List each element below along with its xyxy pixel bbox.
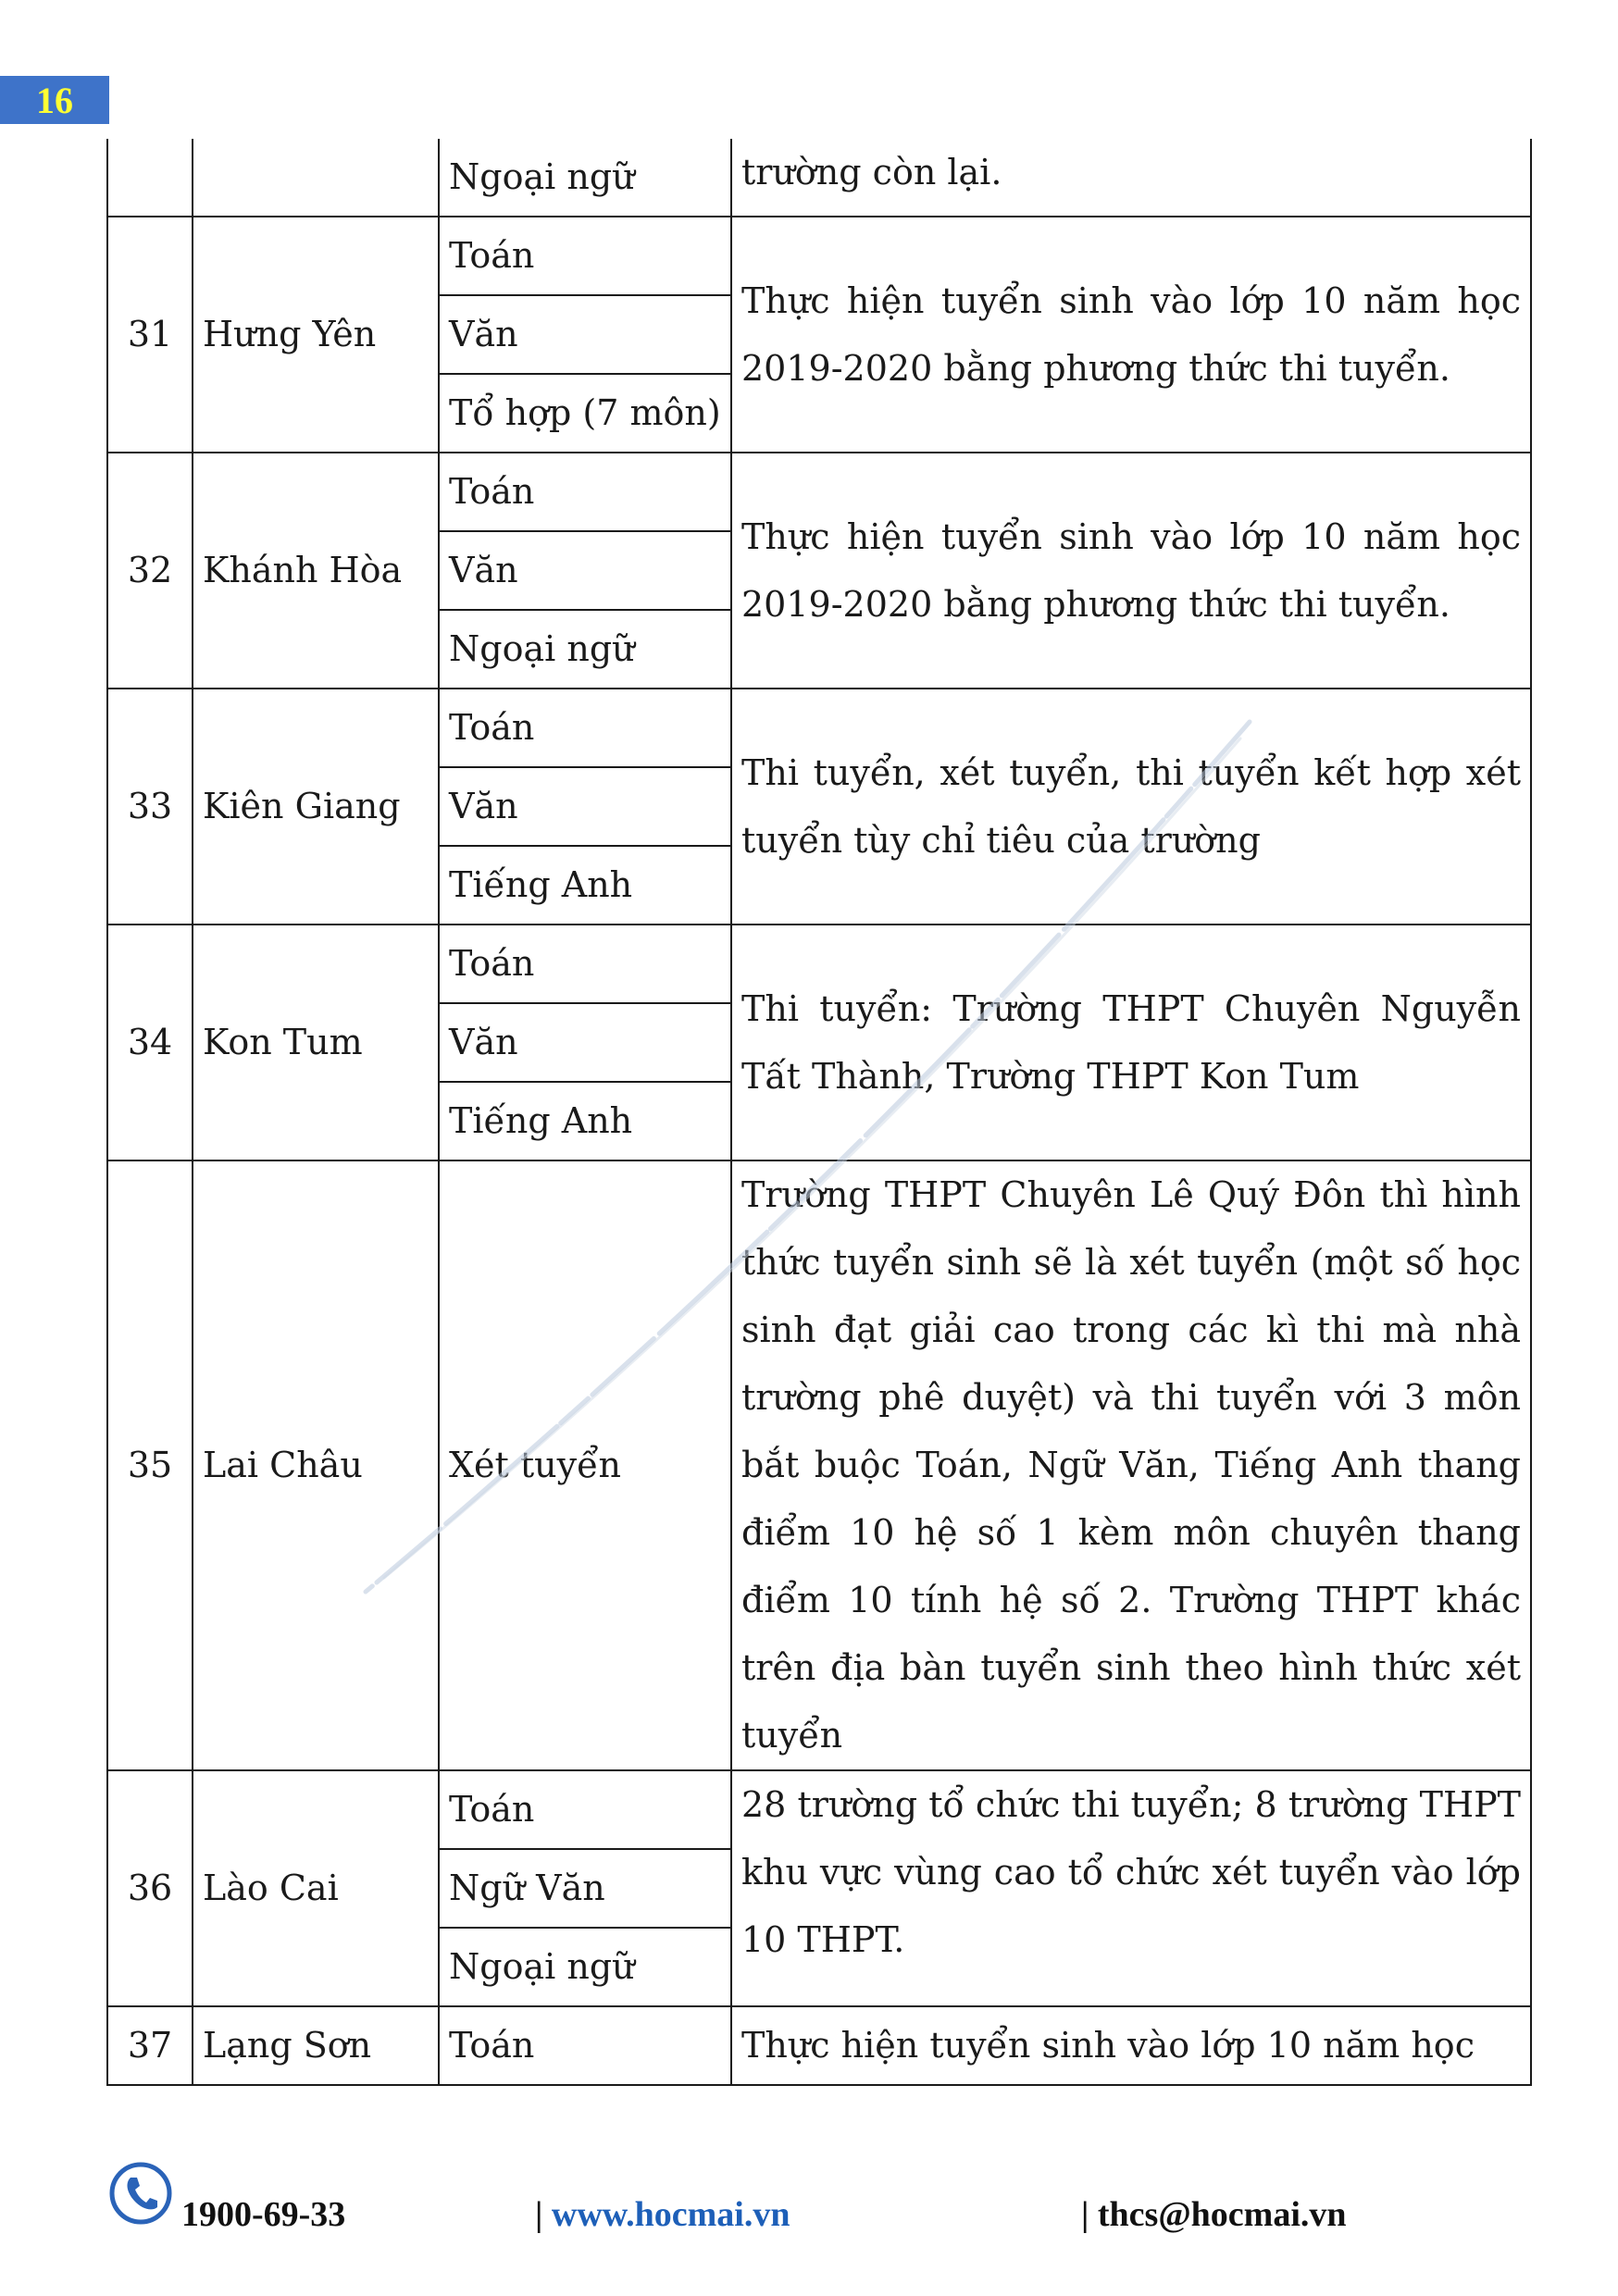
table-row: [107, 925, 1531, 1003]
admission-description: Thực hiện tuyển sinh vào lớp 10 năm học 2019-2020 bằng phương thức thi tuyển.: [731, 453, 1531, 689]
hotline-number: 1900-69-33: [181, 2195, 346, 2234]
footer-separator: |: [1081, 2195, 1098, 2234]
exam-subject: Toán: [439, 1770, 731, 1849]
row-number: 32: [107, 453, 193, 689]
exam-subject: Văn: [439, 767, 731, 846]
province-name: Kon Tum: [193, 925, 439, 1160]
exam-subject: Tiếng Anh: [439, 846, 731, 925]
table-row: [107, 453, 1531, 531]
website-block: [535, 2194, 790, 2235]
exam-subject: Xét tuyển: [439, 1160, 731, 1770]
exam-subject: Toán: [439, 453, 731, 531]
exam-subject: Toán: [439, 217, 731, 295]
province-name: Kiên Giang: [193, 689, 439, 925]
admission-table: [106, 139, 1532, 2086]
province-name: Hưng Yên: [193, 217, 439, 453]
exam-subject: Ngoại ngữ: [439, 139, 731, 217]
table-row: [107, 1770, 1531, 1849]
table-row: [107, 689, 1531, 767]
province-name: Lai Châu: [193, 1160, 439, 1770]
email-block: [1081, 2194, 1347, 2235]
admission-description: Thực hiện tuyển sinh vào lớp 10 năm học 2019-2020 bằng phương thức thi tuyển.: [731, 217, 1531, 453]
exam-subject: Văn: [439, 295, 731, 374]
province-name: Lạng Sơn: [193, 2006, 439, 2085]
exam-subject: Ngoại ngữ: [439, 1928, 731, 2006]
admission-description: Thi tuyển, xét tuyển, thi tuyển kết hợp xét tuyển tùy chỉ tiêu của trường: [731, 689, 1531, 925]
row-number: 31: [107, 217, 193, 453]
row-number: 35: [107, 1160, 193, 1770]
province-name: Khánh Hòa: [193, 453, 439, 689]
admission-description: 28 trường tổ chức thi tuyển; 8 trường THPT khu vực vùng cao tổ chức xét tuyển vào lớp 10 THPT.: [731, 1770, 1531, 2006]
exam-subject: Toán: [439, 925, 731, 1003]
exam-subject: Ngữ Văn: [439, 1849, 731, 1928]
email-link[interactable]: thcs@hocmai.vn: [1097, 2195, 1347, 2234]
table-row: [107, 217, 1531, 295]
exam-subject: Tiếng Anh: [439, 1082, 731, 1160]
admission-description: Thực hiện tuyển sinh vào lớp 10 năm học: [731, 2006, 1531, 2085]
row-number: [107, 139, 193, 217]
admission-description: Trường THPT Chuyên Lê Quý Đôn thì hình thức tuyển sinh sẽ là xét tuyển (một số học sinh đạt giải cao trong các kì thi mà nhà trường phê duyệt) và thi tuyển với 3 môn bắt buộc Toán, Ngữ Văn, Tiếng Anh thang điểm 10 hệ số 1 kèm môn chuyên thang điểm 10 tính hệ số 2. Trường THPT khác trên địa bàn tuyển sinh theo hình thức xét tuyển: [731, 1160, 1531, 1770]
row-number: 33: [107, 689, 193, 925]
phone-icon: [108, 2161, 173, 2226]
exam-subject: Văn: [439, 1003, 731, 1082]
province-name: [193, 139, 439, 217]
exam-subject: Tổ hợp (7 môn): [439, 374, 731, 453]
table-row: [107, 139, 1531, 217]
page-number-badge: 16: [0, 76, 109, 124]
admission-description: trường còn lại.: [731, 139, 1531, 217]
footer-separator: |: [535, 2195, 552, 2234]
admission-description: Thi tuyển: Trường THPT Chuyên Nguyễn Tất Thành, Trường THPT Kon Tum: [731, 925, 1531, 1160]
row-number: 34: [107, 925, 193, 1160]
page-footer: [0, 2161, 1618, 2272]
row-number: 36: [107, 1770, 193, 2006]
table-row: [107, 2006, 1531, 2085]
exam-subject: Toán: [439, 689, 731, 767]
table-row: [107, 1160, 1531, 1770]
exam-subject: Văn: [439, 531, 731, 610]
province-name: Lào Cai: [193, 1770, 439, 2006]
website-link[interactable]: www.hocmai.vn: [551, 2195, 790, 2234]
exam-subject: Toán: [439, 2006, 731, 2085]
row-number: 37: [107, 2006, 193, 2085]
exam-subject: Ngoại ngữ: [439, 610, 731, 689]
